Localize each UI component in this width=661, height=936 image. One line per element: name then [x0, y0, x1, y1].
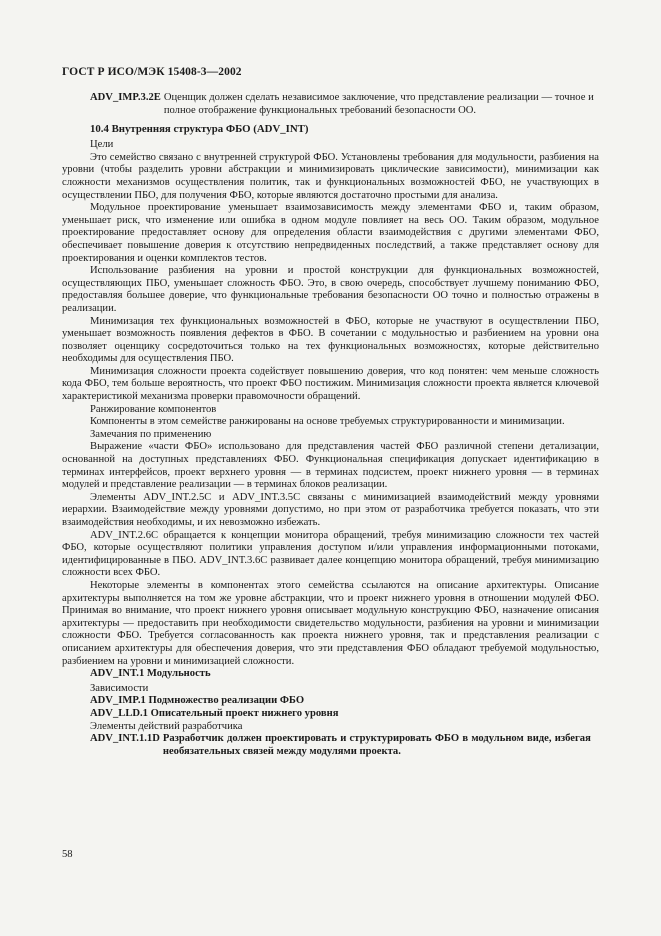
paragraph: Минимизация тех функциональных возможностей в ФБО, которые не участвуют в осуществлении ПБО, уменьшает возможность появления дефектов в ФБО. В сочетании с модульностью и разбиением на уровни она позволяет оценщику сосредоточиться только на тех функциональных возможностях, которые действительно необходимы для осуществления ПБО. — [62, 315, 599, 365]
paragraph: Компоненты в этом семействе ранжированы на основе требуемых структурированности и минимизации. — [90, 416, 565, 428]
requirement-code: ADV_INT.1.1D — [90, 733, 160, 745]
requirement-adv-imp-3-2e — [90, 92, 599, 117]
dependency-item: ADV_IMP.1 Подмножество реализации ФБО — [90, 695, 305, 707]
paragraph: Минимизация сложности проекта содействует повышению доверия, что код понятен: чем меньше сложность кода ФБО, тем больше вероятность, что проект ФБО постижим. Минимизация сложности проекта является ключевой характеристикой механизма проверки правомочности обращений. — [62, 365, 599, 403]
paragraph: Элементы ADV_INT.2.5C и ADV_INT.3.5C связаны с минимизацией взаимодействий между уровнями иерархии. Взаимодействие между уровнями допустимо, но при этом от разработчика требуется показать, что эти взаимодействия необходимы, и их невозможно избежать. — [62, 491, 599, 528]
requirement-adv-int-1-1d — [90, 733, 599, 758]
label-notes: Замечания по применению — [90, 428, 212, 440]
paragraph: ADV_INT.2.6C обращается к концепции монитора обращений, требуя минимизацию сложности тех частей ФБО, которые осуществляют политики управления доступом и/или управления информационными потоками, идентифицированные в ПБО. ADV_INT.3.6C развивает далее концепцию монитора обращений, требуя минимизацию сложности всех ФБО. — [62, 529, 599, 579]
paragraph: Использование разбиения на уровни и простой конструкции для функциональных возможностей, осуществляющих ПБО, уменьшает сложность ФБО. Это, в свою очередь, способствует лучшему пониманию ФБО, предоставляя большее доверие, что функциональные требования безопасности ОО точно и полностью отражены в реализации. — [62, 265, 599, 314]
requirement-code: ADV_IMP.3.2E — [90, 92, 161, 103]
dependency-item: ADV_LLD.1 Описательный проект нижнего уровня — [90, 707, 339, 719]
section-title: 10.4 Внутренняя структура ФБО (ADV_INT) — [90, 123, 309, 136]
page-number: 58 — [62, 849, 73, 860]
document-header: ГОСТ Р ИСО/МЭК 15408-3—2002 — [62, 66, 242, 78]
label-developer-actions: Элементы действий разработчика — [90, 720, 243, 732]
paragraph: Некоторые элементы в компонентах этого семейства ссылаются на описание архитектуры. Описание архитектуры выполняется на том же уровне абстракции, что и проект нижнего уровня в отношении модулей ФБО. Принимая во внимание, что проект нижнего уровня описывает модульную конструкцию ФБО, назначение описания архитектуры — предоставить при необходимости свидетельство модульности, разбиения на уровни и минимизации сложности ФБО. Требуется согласованность как проекта нижнего уровня, так и представления реализации с описанием архитектуры для обеспечения доверия, что эти представления ФБО обладают требуемой модульностью, разбиением на уровни и минимизацией сложности. — [62, 579, 599, 667]
requirement-text: Оценщик должен сделать независимое заключение, что представление реализации — точное и полное отображение функциональных требований безопасности ОО. — [163, 92, 594, 116]
label-goals: Цели — [90, 139, 114, 151]
requirement-text: Разработчик должен проектировать и структурировать ФБО в модульном виде, избегая необязательных связей между модулями проекта. — [162, 733, 591, 757]
component-title: ADV_INT.1 Модульность — [90, 668, 211, 680]
paragraph: Это семейство связано с внутренней структурой ФБО. Установлены требования для модульности, разбиения на уровни (чтобы разделить уровни абстракции и минимизировать циклические зависимости), минимизации как сложности механизмов осуществления политик, так и функциональных возможностей ФБО, не участвующих в осуществлении ПБО, для получения ФБО, которые являются достаточно простыми для анализа. — [62, 151, 599, 201]
label-dependencies: Зависимости — [90, 682, 149, 694]
paragraph: Выражение «части ФБО» использовано для представления частей ФБО различной степени детализации, основанной на доступных представлениях ФБО. Функциональная спецификация допускает идентификацию в терминах интерфейсов, проект верхнего уровня — в терминах подсистем, проект нижнего уровня — в терминах модулей и представление реализации — в терминах блоков реализации. — [62, 441, 599, 491]
label-ranking: Ранжирование компонентов — [90, 403, 217, 415]
paragraph: Модульное проектирование уменьшает взаимозависимость между элементами ФБО и, таким образом, уменьшает риск, что изменение или ошибка в одном модуле повлияет на весь ОО. Таким образом, модульное проектирование предоставляет основу для определения области взаимодействия с другими элементами ФБО, обеспечивает повышение доверия к отсутствию непредвиденных последствий, а также представляет основу для проектирования и оценки комплектов тестов. — [62, 202, 599, 264]
